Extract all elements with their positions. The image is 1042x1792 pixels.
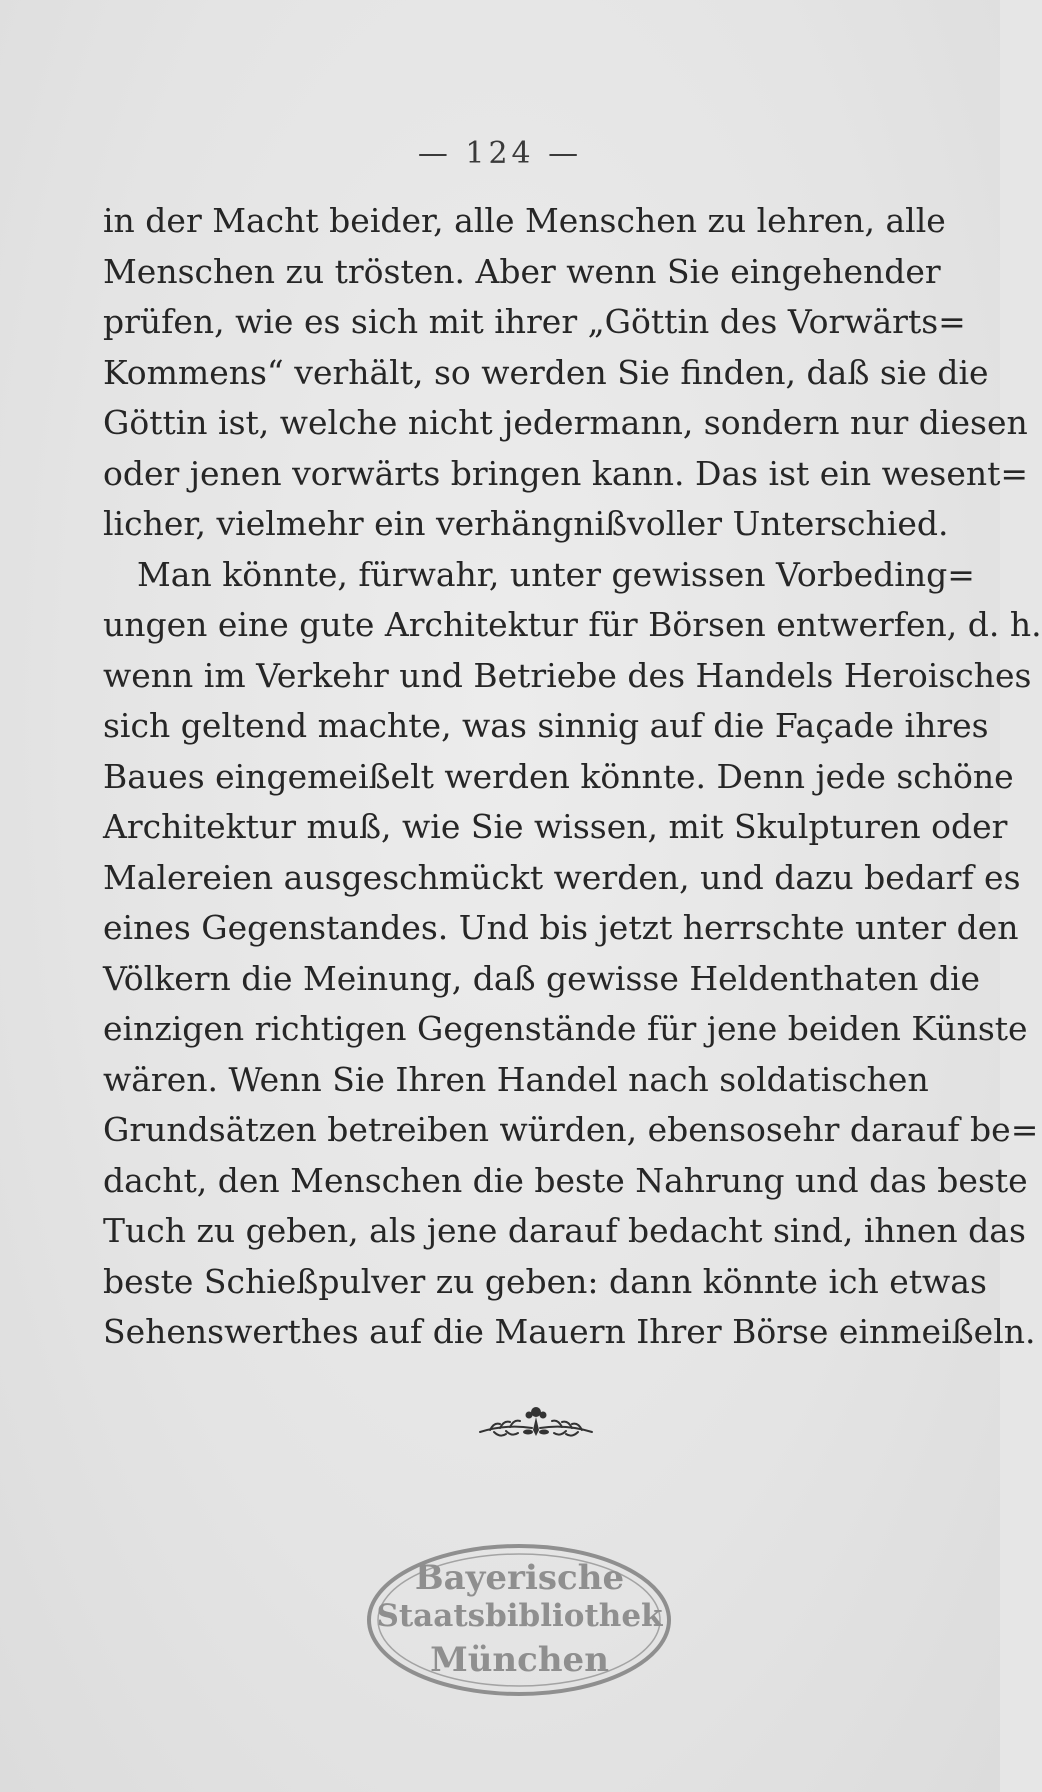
library-stamp [362, 1540, 677, 1700]
text-line: Baues eingemeißelt werden könnte. Denn jede schöne [103, 756, 1014, 796]
stamp-text-line: Staatsbibliothek [376, 1598, 663, 1634]
text-line: in der Macht beider, alle Menschen zu lehren, alle [103, 201, 946, 240]
text-line: Tuch zu geben, als jene darauf bedacht sind, ihnen das [103, 1211, 1026, 1250]
text-line: Architektur muß, wie Sie wissen, mit Skulpturen oder [103, 807, 1008, 846]
text-line: sich geltend machte, was sinnig auf die Façade ihres [103, 706, 989, 745]
text-line: Kommens“ verhält, so werden Sie finden, daß sie die [103, 352, 989, 392]
text-line: dacht, den Menschen die beste Nahrung und das beste [103, 1160, 1028, 1200]
text-line: wenn im Verkehr und Betriebe des Handels Heroisches [103, 655, 1032, 695]
text-line: einzigen richtigen Gegenstände für jene beiden Künste [103, 1009, 1028, 1048]
text-line: licher, vielmehr ein verhängnißvoller Unterschied. [103, 504, 949, 543]
page-number: — 124 — [417, 136, 583, 171]
text-line: eines Gegenstandes. Und bis jetzt herrschte unter den [103, 908, 1019, 947]
text-line: ungen eine gute Architektur für Börsen entwerfen, d. h. [103, 605, 1042, 644]
text-line: Man könnte, fürwahr, unter gewissen Vorbeding= [137, 554, 975, 594]
stamp-text-line: München [430, 1640, 609, 1680]
text-line: oder jenen vorwärts bringen kann. Das ist ein wesent= [103, 453, 1029, 493]
text-line: wären. Wenn Sie Ihren Handel nach soldatischen [103, 1059, 929, 1099]
text-line: beste Schießpulver zu geben: dann könnte ich etwas [103, 1261, 987, 1301]
text-line: Menschen zu trösten. Aber wenn Sie eingehender [103, 251, 941, 291]
body-text [103, 196, 1042, 1358]
text-line: Sehenswerthes auf die Mauern Ihrer Börse einmeißeln. [103, 1312, 1036, 1351]
text-line: Grundsätzen betreiben würden, ebensosehr darauf be= [103, 1110, 1039, 1149]
text-line: prüfen, wie es sich mit ihrer „Göttin des Vorwärts= [103, 302, 966, 341]
text-line: Göttin ist, welche nicht jedermann, sondern nur diesen [103, 403, 1028, 442]
text-line: Malereien ausgeschmückt werden, und dazu bedarf es [103, 857, 1021, 897]
stamp-text-line: Bayerische [414, 1558, 625, 1598]
floral-vignette-icon [476, 1402, 596, 1446]
text-line: Völkern die Meinung, daß gewisse Heldenthaten die [103, 958, 981, 998]
